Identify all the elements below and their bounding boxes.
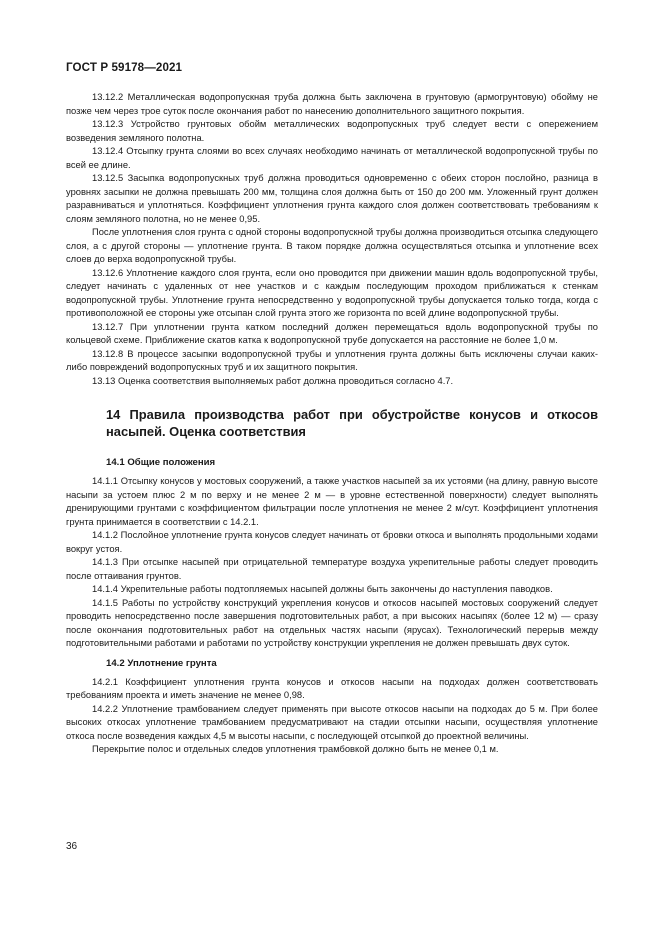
paragraph: 13.12.2 Металлическая водопропускная труба должна быть заключена в грунтовую (армогрунтовую) обойму не позже чем через трое суток после окончания работ по нанесению дополнительного защитного покрытия.: [66, 92, 598, 116]
paragraph: 14.2.1 Коэффициент уплотнения грунта конусов и откосов насыпи на подходах должен соответствовать требованиям проекта и иметь значение не менее 0,98.: [66, 676, 598, 700]
paragraph: 13.12.8 В процессе засыпки водопропускной трубы и уплотнения грунта должны быть исключены случаи каких-либо повреждений водопропускных труб и их защитного покрытия.: [66, 348, 598, 372]
paragraph: 14.2.2 Уплотнение трамбованием следует применять при высоте откосов насыпи на подходах до 5 м. При более высоких откосах уплотнение трамбованием предусматривают на стадии отсыпки насыпи, осуществляя уплотнение откоса после возведения каждых 4,5 м высоты насыпи, с последующей отсыпкой до проектной величины.: [66, 703, 598, 741]
paragraph: 13.12.3 Устройство грунтовых обойм металлических водопропускных труб следует вести с опережением возведения земляного полотна.: [66, 119, 598, 143]
paragraph: 14.1.2 Послойное уплотнение грунта конусов следует начинать от бровки откоса и выполнять продольными ходами вокруг устоя.: [66, 530, 598, 554]
section-heading: 14 Правила производства работ при обустройстве конусов и откосов насыпей. Оценка соответствия: [106, 407, 598, 439]
document-header: ГОСТ Р 59178—2021: [66, 61, 183, 74]
paragraph: 13.12.5 Засыпка водопропускных труб должна проводиться одновременно с обеих сторон послойно, разница в уровнях засыпки не должна превышать 200 мм, толщина слоя должна быть от 150 до 200 мм. Уложенный грунт должен разравниваться и уплотняться. Коэффициент уплотнения грунта каждого слоя должен соответствовать требованиям к слоям земляного полотна, но не менее 0,95.: [66, 173, 598, 224]
paragraph: 13.12.4 Отсыпку грунта слоями во всех случаях необходимо начинать от металлической водопропускной трубы по всей ее длине.: [66, 146, 598, 170]
subsection-heading: 14.2 Уплотнение грунта: [106, 657, 217, 669]
paragraph: После уплотнения слоя грунта с одной стороны водопропускной трубы должна производиться отсыпка следующего слоя, а с другой стороны — уплотнение грунта. В таком порядке должна осуществляться отсыпка и уплотнение всех слоев до верха водопропускной трубы.: [66, 227, 598, 264]
subsection-heading: 14.1 Общие положения: [106, 457, 216, 468]
paragraph: 14.1.3 При отсыпке насыпей при отрицательной температуре воздуха укрепительные работы следует проводить после оттаивания грунтов.: [66, 557, 598, 581]
paragraph: 13.12.7 При уплотнении грунта катком последний должен перемещаться вдоль водопропускной трубы по кольцевой схеме. Приближение скатов катка к водопропускной трубе допускается на расстояние не более 1,0 м.: [66, 321, 598, 345]
page-content: [66, 91, 598, 757]
paragraph: 13.13 Оценка соответствия выполняемых работ должна проводиться согласно 4.7.: [92, 375, 454, 386]
page-number: 36: [66, 841, 78, 852]
paragraph: 14.1.5 Работы по устройству конструкций укрепления конусов и откосов насыпей мостовых сооружений следует проводить непосредственно после завершения подготовительных работ, а при высоких насыпях (более 12 м) — сразу после окончания подготовительных работ на отдельных частях насыпи (ярусах). Технологический перерыв между подготовительными работами и работами по устройству конструкции укрепления не должен превышать двух суток.: [66, 597, 598, 648]
paragraph: 14.1.4 Укрепительные работы подтопляемых насыпей должны быть закончены до наступления паводков.: [92, 584, 553, 594]
paragraph: 13.12.6 Уплотнение каждого слоя грунта, если оно проводится при движении машин вдоль водопропускной трубы, следует начинать с удаленных от нее участков и с каждым последующим проходом приближаться к стенкам водопропускной трубы. Уплотнение грунта непосредственно у водопропускной трубы допускается только тогда, когда с противоположной ее стороны уже отсыпан слой грунта этого же горизонта по всей длине водопропускной трубы.: [66, 267, 598, 318]
paragraph: 14.1.1 Отсыпку конусов у мостовых сооружений, а также участков насыпей за их устоями (на длину, равную высоте насыпи за устоем плюс 2 м по верху и не менее 2 м — в уровне естественной поверхности) следует выполнять дренирующими грунтами с коэффициентом фильтрации после уплотнения не менее 2 м/сут. Коэффициент уплотнения грунта принимается в соответствии с 14.2.1.: [66, 476, 598, 527]
paragraph: Перекрытие полос и отдельных следов уплотнения трамбовкой должно быть не менее 0,1 м.: [92, 744, 499, 754]
